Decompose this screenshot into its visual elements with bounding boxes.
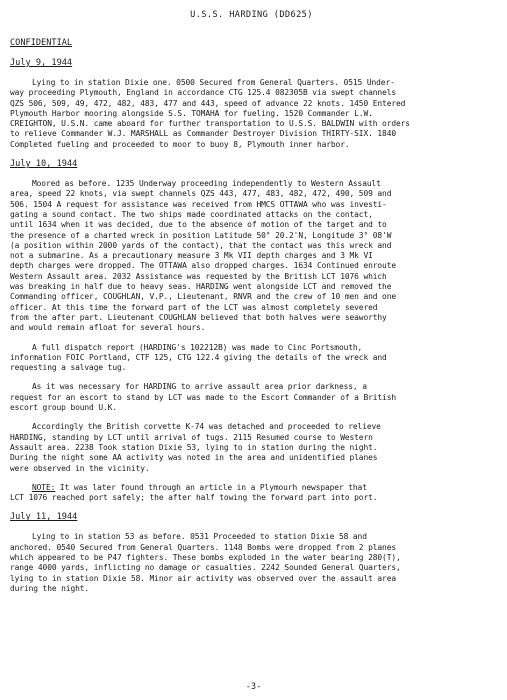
paragraph-line: depth charges were dropped. The OTTAWA also dropped charges. 1634 Continued enroute — [10, 261, 396, 271]
section-date-july-9: July 9, 1944 — [10, 58, 73, 68]
paragraph-line: Lying to in station Dixie one. 0500 Secured from General Quarters. 0515 Under- — [32, 78, 395, 87]
paragraph-line: 506. 1504 A request for assistance was received from HMCS OTTAWA who was investi- — [10, 199, 387, 209]
paragraph-line: CREIGHTON, U.S.N. came aboard for further transportation to U.S.S. BALDWIN with orders — [10, 119, 410, 129]
paragraph-line: to relieve Commander W.J. MARSHALL as Commander Destroyer Division THIRTY-SIX. 1840 — [10, 129, 396, 139]
paragraph-line: was breaking in half due to heavy seas. HARDING went alongside LCT and removed the — [10, 282, 392, 292]
paragraph-line: escort group bound U.K. — [10, 403, 117, 413]
paragraph-line: the presence of a charted wreck in position Latitude 50° 20.2'N, Longitude 3° 08'W — [10, 230, 392, 240]
paragraph-line: Lying to in station 53 as before. 0531 Proceeded to station Dixie 58 and — [32, 532, 367, 542]
paragraph — [10, 179, 493, 333]
paragraph-line: area, speed 22 knots, via swept channels QZS 443, 477, 483, 482, 472, 490, 509 and — [10, 189, 392, 199]
paragraph-line: Completed fueling and proceeded to moor to buoy 8, Plymouth inner harbor. — [10, 139, 350, 149]
paragraph — [10, 422, 493, 473]
paragraph — [10, 78, 493, 150]
paragraph-line: (a position within 2000 yards of the contact), that the contact was this wreck and — [10, 240, 392, 250]
paragraph-line: Commanding officer, COUGHLAN, V.P., Lieutenant, RNVR and the crew of 10 men and one — [10, 292, 396, 302]
paragraph-line: way proceeding Plymouth, England in accordance CTG 125.4 082305B via swept channels — [10, 88, 396, 98]
paragraph-line: which appeared to be P47 fighters. These bombs exploded in the water bearing 280(T), — [10, 552, 401, 562]
paragraph-line: information FOIC Portland, CTF 125, CTG 122.4 giving the details of the wreck and — [10, 352, 387, 362]
paragraph-line: QZS 506, 509, 49, 472, 482, 483, 477 and 443, speed of advance 22 knots. 1450 Entered — [10, 98, 406, 108]
paragraph-line: HARDING, standing by LCT until arrival of tugs. 2115 Resumed course to Western — [10, 432, 373, 442]
classification-label: CONFIDENTIAL — [10, 38, 73, 48]
paragraph-line: officer. At this time the forward part of the LCT was almost completely severed — [10, 302, 378, 312]
paragraph-line: were observed in the vicinity. — [10, 463, 150, 473]
paragraph-line: LCT 1076 reached port safely; the after half towing the forward part into port. — [10, 493, 378, 503]
section-date-july-11: July 11, 1944 — [10, 512, 78, 523]
paragraph-line: gating a sound contact. The two ships made coordinated attacks on the contact, — [10, 209, 373, 219]
paragraph-line: and would remain afloat for several hours. — [10, 323, 206, 333]
paragraph-line: requesting a salvage tug. — [10, 363, 127, 373]
paragraph-line: Accordingly the British corvette K-74 was detached and proceeded to relieve — [32, 422, 381, 432]
paragraph-line: During the night some AA activity was noted in the area and unidentified planes — [10, 453, 378, 463]
paragraph-line: until 1634 when it was decided, due to the absence of motion of the target and to — [10, 220, 387, 230]
note-label: NOTE: — [32, 482, 56, 492]
paragraph-line: not a submarine. As a precautionary measure 3 Mk VII depth charges and 3 Mk VI — [10, 251, 373, 261]
note-first-line — [10, 483, 493, 493]
document-header: U.S.S. HARDING (DD625) — [190, 10, 313, 20]
paragraph — [10, 343, 493, 374]
page-number: -3- — [245, 682, 262, 692]
paragraph — [10, 532, 493, 594]
paragraph-line: Plymouth Harbor mooring alongside S.S. TOMAHA for fueling. 1520 Commander L.W. — [10, 108, 373, 118]
paragraph-line: from the after part. Lieutenant COUGHLAN believed that both halves were seaworthy — [10, 312, 387, 322]
paragraph-line: As it was necessary for HARDING to arrive assault area prior darkness, a — [32, 382, 367, 392]
paragraph-line: range 4000 yards, inflicting no damage or casualties. 2242 Sounded General Quarters, — [10, 563, 401, 573]
paragraph-line: lying to in station Dixie 58. Minor air activity was observed over the assault area — [10, 573, 396, 583]
paragraph-line: during the night. — [10, 583, 90, 593]
paragraph — [10, 382, 493, 413]
paragraph-line: Moored as before. 1235 Underway proceeding independently to Western Assault — [32, 179, 381, 189]
note-text: It was later found through an article in a Plymourh newspaper that — [55, 482, 367, 492]
paragraph-line: Assault area. 2238 Took station Dixie 53, lying to in station during the night. — [10, 442, 378, 452]
paragraph-line: request for an escort to stand by LCT was made to the Escort Commander of a British — [10, 392, 396, 402]
note-paragraph — [10, 483, 493, 504]
paragraph-line: Western Assault area. 2032 Assistance was requested by the British LCT 1076 which — [10, 271, 387, 281]
paragraph-line: A full dispatch report (HARDING's 102212B) was made to Cinc Portsmouth, — [32, 342, 363, 352]
paragraph-line: anchored. 0540 Secured from General Quarters. 1148 Bombs were dropped from 2 planes — [10, 542, 396, 552]
section-date-july-10: July 10, 1944 — [10, 159, 78, 170]
